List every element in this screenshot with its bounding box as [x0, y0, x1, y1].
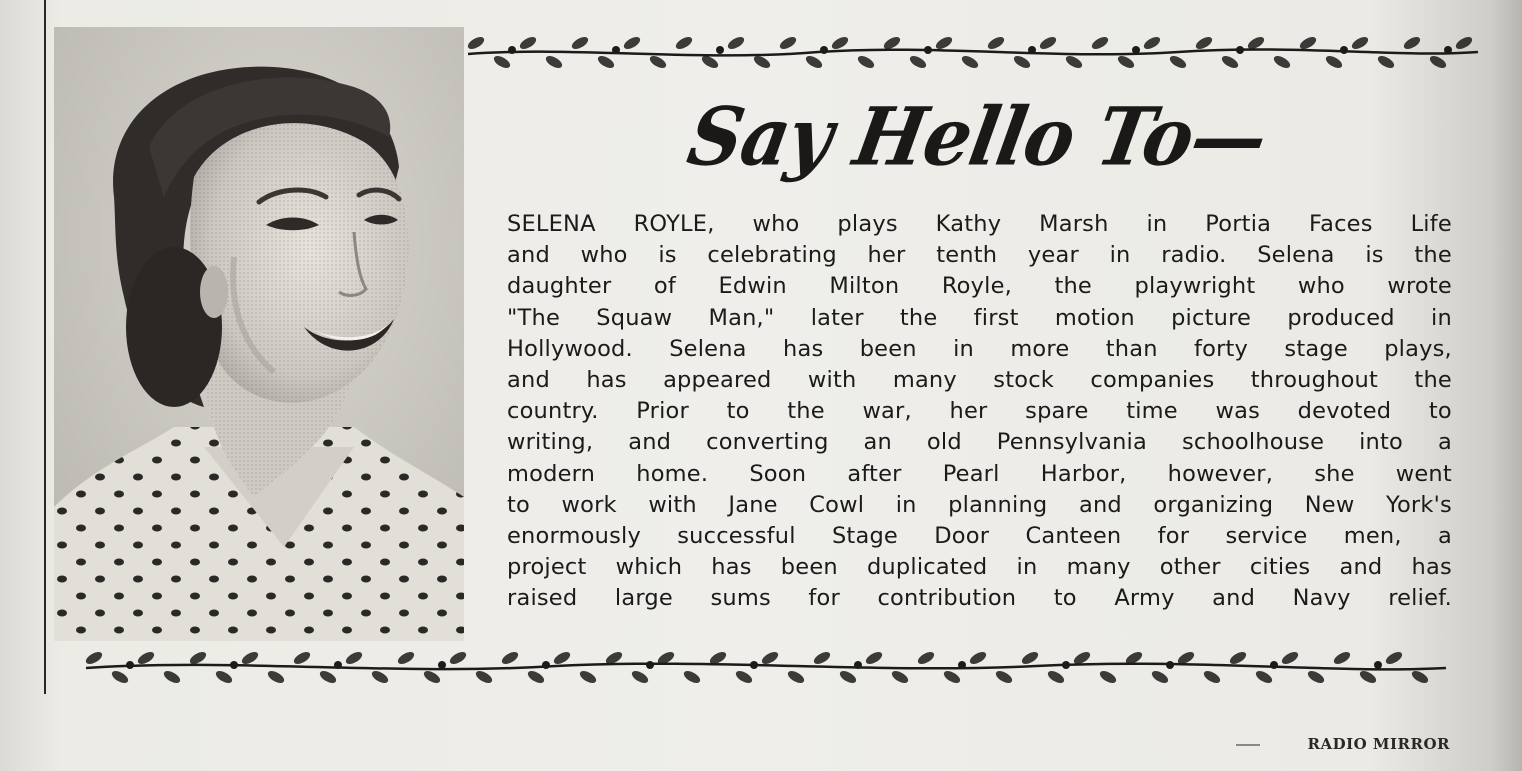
vine-berry — [646, 661, 654, 669]
body-word: forty — [1194, 335, 1249, 362]
vine-leaf — [110, 669, 130, 686]
body-word: wrote — [1387, 273, 1452, 300]
body-word: duplicated — [866, 554, 988, 581]
body-word: went — [1395, 460, 1452, 487]
vine-leaf — [734, 669, 754, 686]
body-word: which — [615, 554, 683, 581]
body-word: playwright — [1134, 273, 1256, 300]
vine-leaf — [1194, 35, 1214, 52]
body-word: Pennsylvania — [996, 429, 1147, 456]
body-word: plays, — [1384, 335, 1452, 362]
body-word: old — [926, 429, 962, 456]
body-line — [507, 303, 1452, 334]
vine-leaf — [1098, 669, 1118, 686]
vine-leaf — [1220, 54, 1240, 71]
vine-leaf — [1168, 54, 1188, 71]
vine-leaf — [162, 669, 182, 686]
body-word: and — [1078, 491, 1122, 518]
body-word: in — [1016, 554, 1038, 581]
body-word: daughter — [507, 273, 612, 300]
body-word: sums — [710, 585, 771, 612]
vine-leaf — [578, 669, 598, 686]
top-vine-border — [458, 30, 1488, 84]
body-word: "The — [507, 304, 560, 331]
body-word: and — [507, 366, 550, 393]
body-word: been — [859, 335, 917, 362]
vine-leaf — [942, 669, 962, 686]
body-word: Life — [1410, 211, 1452, 237]
body-word: and — [1339, 554, 1383, 581]
vine-berry — [854, 661, 862, 669]
headline: Say Hello To— — [681, 90, 1274, 184]
body-word: after — [847, 460, 902, 487]
body-word: motion — [1054, 304, 1135, 331]
body-word: work — [561, 491, 617, 518]
body-word: Canteen — [1025, 522, 1122, 549]
vine-leaf — [1090, 35, 1110, 52]
body-word: throughout — [1250, 366, 1379, 393]
vine-leaf — [1332, 650, 1352, 667]
article-body — [507, 209, 1452, 614]
body-word: the — [787, 398, 825, 425]
vine-leaf — [778, 35, 798, 52]
body-word: stage — [1284, 335, 1348, 362]
left-column-rule — [44, 0, 46, 694]
vine-leaf — [1116, 54, 1136, 71]
body-word: project — [507, 554, 587, 581]
body-word: into — [1359, 429, 1404, 456]
vine-leaf — [630, 669, 650, 686]
vine-berry — [334, 661, 342, 669]
body-word: a — [1437, 429, 1452, 456]
vine-leaf — [1376, 54, 1396, 71]
vine-leaf — [1324, 54, 1344, 71]
body-word: large — [614, 585, 673, 612]
vine-berry — [542, 661, 550, 669]
vine-leaf — [1064, 54, 1084, 71]
body-word: to — [726, 398, 750, 425]
vine-leaf — [1020, 650, 1040, 667]
vine-leaf — [570, 35, 590, 52]
body-word: many — [892, 366, 957, 393]
body-word: in — [895, 491, 917, 518]
vine-leaf — [136, 650, 156, 667]
vine-leaf — [552, 650, 572, 667]
body-word: Edwin — [718, 273, 787, 300]
body-word: enormously — [507, 522, 641, 549]
vine-leaf — [804, 54, 824, 71]
body-word: service — [1225, 522, 1308, 549]
body-word: been — [780, 554, 838, 581]
body-word: for — [808, 585, 840, 612]
body-word: plays — [837, 211, 898, 237]
body-word: was — [1215, 398, 1261, 425]
body-word: with — [648, 491, 697, 518]
body-word: spare — [1025, 398, 1089, 425]
vine-leaf — [370, 669, 390, 686]
vine-leaf — [1254, 669, 1274, 686]
body-word: picture — [1171, 304, 1252, 331]
vine-leaf — [838, 669, 858, 686]
body-word: Man," — [708, 304, 775, 331]
body-word: relief. — [1388, 585, 1452, 612]
vine-leaf — [682, 669, 702, 686]
vine-leaf — [986, 35, 1006, 52]
vine-leaf — [266, 669, 286, 686]
body-word: Prior — [636, 398, 689, 425]
body-word: with — [807, 366, 857, 393]
body-word: Faces — [1309, 211, 1373, 237]
vine-leaf — [596, 54, 616, 71]
body-word: her — [949, 398, 988, 425]
body-word: to — [1053, 585, 1077, 612]
body-word: Cowl — [809, 491, 865, 518]
body-word: first — [973, 304, 1019, 331]
vine-leaf — [786, 669, 806, 686]
body-word: Pearl — [942, 460, 1000, 487]
body-line — [507, 334, 1452, 365]
body-word: who — [580, 242, 628, 269]
vine-leaf — [448, 650, 468, 667]
vine-leaf — [1046, 669, 1066, 686]
vine-berry — [1374, 661, 1382, 669]
body-word: devoted — [1297, 398, 1392, 425]
body-word: for — [1157, 522, 1190, 549]
vine-berry — [1270, 661, 1278, 669]
vine-leaf — [396, 650, 416, 667]
vine-leaf — [344, 650, 364, 667]
body-word: celebrating — [707, 242, 837, 269]
body-word: is — [658, 242, 677, 269]
vine-leaf — [500, 650, 520, 667]
body-word: to — [1428, 398, 1452, 425]
body-line — [507, 521, 1452, 552]
vine-berry — [508, 46, 516, 54]
vine-leaf — [1384, 650, 1404, 667]
body-word: the — [1054, 273, 1092, 300]
body-line — [507, 552, 1452, 583]
vine-leaf — [856, 54, 876, 71]
body-word: an — [863, 429, 892, 456]
vine-leaf — [830, 35, 850, 52]
body-word: planning — [948, 491, 1048, 518]
vine-leaf — [812, 650, 832, 667]
portrait-illustration — [54, 27, 464, 641]
vine-berry — [820, 46, 828, 54]
body-word: Marsh — [1039, 211, 1109, 237]
vine-leaf — [518, 35, 538, 52]
body-word: however, — [1167, 460, 1274, 487]
vine-berry — [716, 46, 724, 54]
body-word: radio. — [1161, 242, 1227, 269]
vine-leaf — [474, 669, 494, 686]
body-word: war, — [862, 398, 912, 425]
vine-berry — [1340, 46, 1348, 54]
vine-leaf — [960, 54, 980, 71]
body-word: companies — [1090, 366, 1215, 393]
bottom-vine-border — [76, 644, 1456, 698]
vine-leaf — [466, 35, 486, 52]
vine-leaf — [674, 35, 694, 52]
body-word: modern — [507, 460, 596, 487]
vine-berry — [612, 46, 620, 54]
body-line — [507, 240, 1452, 271]
vine-berry — [1028, 46, 1036, 54]
body-word: is — [1365, 242, 1384, 269]
vine-leaf — [1038, 35, 1058, 52]
body-word: SELENA — [507, 211, 596, 237]
body-word: raised — [507, 585, 578, 612]
body-line — [507, 271, 1452, 302]
vine-leaf — [1280, 650, 1300, 667]
vine-leaf — [1142, 35, 1162, 52]
body-line — [507, 427, 1452, 458]
vine-leaf — [422, 669, 442, 686]
body-word: Jane — [728, 491, 778, 518]
body-word: Stage — [831, 522, 898, 549]
body-word: in — [1146, 211, 1168, 237]
body-word: New — [1304, 491, 1355, 518]
vine-berry — [924, 46, 932, 54]
vine-leaf — [318, 669, 338, 686]
body-line — [507, 365, 1452, 396]
body-word: Milton — [829, 273, 900, 300]
vine-berry — [958, 661, 966, 669]
vine-leaf — [864, 650, 884, 667]
body-line — [507, 459, 1452, 490]
vine-leaf — [994, 669, 1014, 686]
body-word: in — [1431, 304, 1452, 331]
body-word: cities — [1249, 554, 1311, 581]
body-word: Door — [934, 522, 990, 549]
vine-leaf — [726, 35, 746, 52]
body-word: and — [628, 429, 672, 456]
vine-berry — [1062, 661, 1070, 669]
body-word: in — [953, 335, 974, 362]
body-word: than — [1105, 335, 1158, 362]
body-word: who — [752, 211, 800, 237]
portrait-photo — [54, 27, 464, 641]
vine-leaf — [648, 54, 668, 71]
body-line — [507, 490, 1452, 521]
body-word: Hollywood. — [507, 335, 633, 362]
body-word: of — [653, 273, 676, 300]
body-word: and — [507, 242, 550, 269]
body-word: converting — [706, 429, 829, 456]
vine-leaf — [214, 669, 234, 686]
body-word: has — [711, 554, 752, 581]
body-word: later — [810, 304, 864, 331]
body-word: Squaw — [596, 304, 673, 331]
vine-berry — [438, 661, 446, 669]
vine-berry — [1166, 661, 1174, 669]
body-line — [507, 209, 1452, 240]
vine-berry — [1132, 46, 1140, 54]
vine-leaf — [1202, 669, 1222, 686]
vine-leaf — [526, 669, 546, 686]
body-word: who — [1297, 273, 1345, 300]
body-word: country. — [507, 398, 599, 425]
vine-leaf — [1272, 54, 1292, 71]
vine-leaf — [1410, 669, 1430, 686]
body-word: to — [507, 491, 530, 518]
body-word: more — [1010, 335, 1070, 362]
body-word: York's — [1385, 491, 1452, 518]
vine-leaf — [492, 54, 512, 71]
vine-leaf — [1358, 669, 1378, 686]
body-word: the — [1414, 366, 1452, 393]
vine-leaf — [916, 650, 936, 667]
vine-leaf — [1428, 54, 1448, 71]
body-word: the — [899, 304, 938, 331]
body-word: has — [586, 366, 627, 393]
body-line — [507, 396, 1452, 427]
body-word: year — [1027, 242, 1079, 269]
body-word: writing, — [507, 429, 594, 456]
body-word: tenth — [936, 242, 998, 269]
body-word: in — [1109, 242, 1131, 269]
body-word: successful — [677, 522, 796, 549]
vine-leaf — [1454, 35, 1474, 52]
body-word: time — [1126, 398, 1178, 425]
vine-leaf — [544, 54, 564, 71]
body-word: Portia — [1205, 211, 1272, 237]
vine-berry — [1236, 46, 1244, 54]
body-word: produced — [1287, 304, 1395, 331]
vine-leaf — [1350, 35, 1370, 52]
body-word: her — [867, 242, 906, 269]
body-word: schoolhouse — [1181, 429, 1325, 456]
vine-leaf — [1228, 650, 1248, 667]
body-word: the — [1414, 242, 1452, 269]
vine-leaf — [622, 35, 642, 52]
vine-leaf — [240, 650, 260, 667]
body-line — [507, 583, 1452, 614]
body-word: Soon — [749, 460, 807, 487]
body-word: Selena — [669, 335, 747, 362]
body-word: has — [783, 335, 824, 362]
footer-dash — [1236, 744, 1260, 746]
magazine-name: RADIO MIRROR — [1307, 735, 1450, 753]
body-word: and — [1212, 585, 1256, 612]
body-word: men, — [1343, 522, 1402, 549]
vine-leaf — [968, 650, 988, 667]
body-word: ROYLE, — [633, 211, 715, 237]
vine-leaf — [890, 669, 910, 686]
body-word: stock — [993, 366, 1055, 393]
vine-leaf — [1012, 54, 1032, 71]
vine-berry — [1444, 46, 1452, 54]
body-word: Harbor, — [1040, 460, 1127, 487]
vine-berry — [750, 661, 758, 669]
vine-leaf — [1306, 669, 1326, 686]
vine-leaf — [908, 54, 928, 71]
body-word: organizing — [1153, 491, 1274, 518]
vine-leaf — [292, 650, 312, 667]
body-word: appeared — [663, 366, 772, 393]
body-word: contribution — [877, 585, 1017, 612]
body-word: Selena — [1257, 242, 1335, 269]
vine-berry — [126, 661, 134, 669]
vine-leaf — [934, 35, 954, 52]
vine-leaf — [760, 650, 780, 667]
body-word: many — [1066, 554, 1131, 581]
vine-leaf — [1402, 35, 1422, 52]
vine-leaf — [84, 650, 104, 667]
body-word: Army — [1114, 585, 1175, 612]
body-word: home. — [636, 460, 709, 487]
vine-berry — [230, 661, 238, 669]
body-word: has — [1411, 554, 1452, 581]
body-word: Navy — [1292, 585, 1351, 612]
body-word: other — [1159, 554, 1221, 581]
body-word: a — [1437, 522, 1452, 549]
body-word: Royle, — [941, 273, 1012, 300]
body-word: she — [1314, 460, 1355, 487]
body-word: Kathy — [935, 211, 1002, 237]
vine-leaf — [1150, 669, 1170, 686]
